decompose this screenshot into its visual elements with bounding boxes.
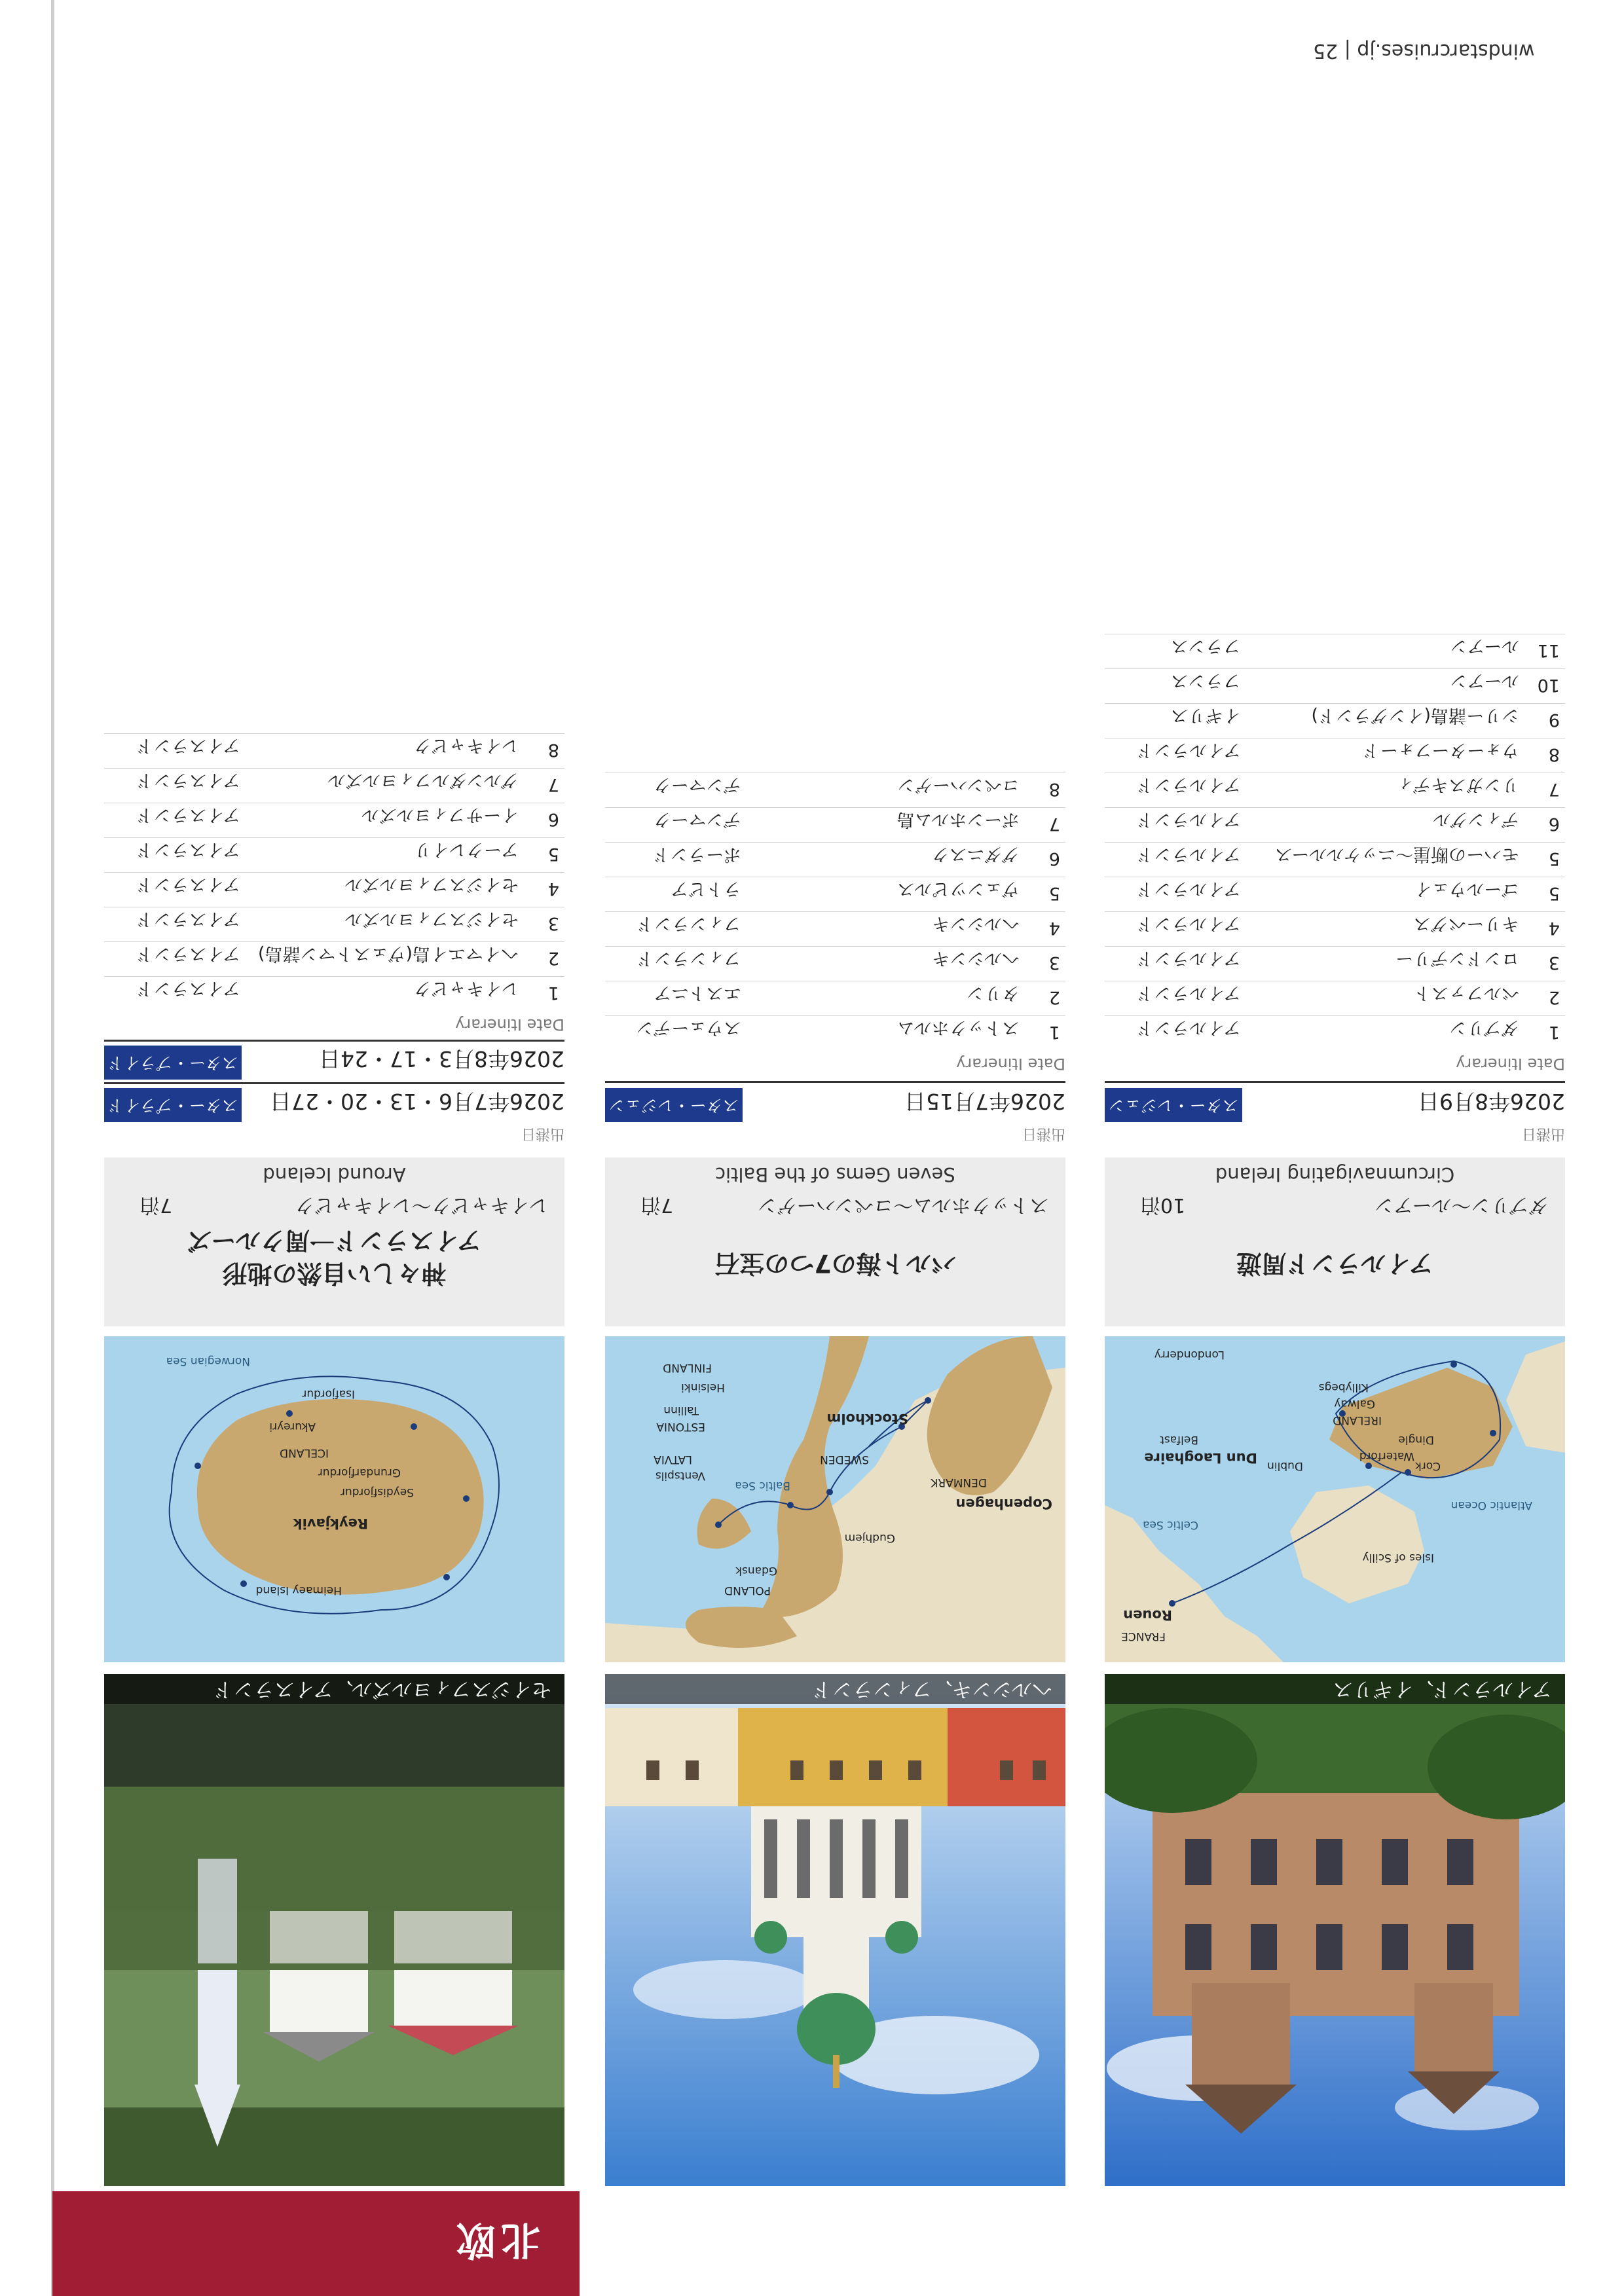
itinerary-country: ラトビア bbox=[671, 879, 741, 899]
itinerary-country: アイルランド bbox=[1136, 983, 1241, 1003]
itinerary-port: リンガスキディ bbox=[1397, 774, 1519, 795]
itinerary-row bbox=[104, 941, 564, 976]
map-label-rouen: Rouen bbox=[1123, 1607, 1172, 1623]
itinerary-country: アイルランド bbox=[1136, 1017, 1241, 1038]
itinerary-row bbox=[1105, 668, 1565, 703]
map-label-copenhagen: Copenhagen bbox=[955, 1496, 1052, 1512]
itinerary-row bbox=[1105, 807, 1565, 842]
tour-nights: 7泊 bbox=[641, 1194, 674, 1216]
itinerary-country: アイルランド bbox=[1136, 740, 1241, 760]
itinerary-row bbox=[104, 907, 564, 941]
itinerary-port: タリン bbox=[967, 983, 1020, 1003]
tour-route: ストックホルム〜コペンハーゲン bbox=[757, 1194, 1049, 1216]
itinerary-port: セイジスフィヨルズル bbox=[344, 874, 519, 894]
itinerary-header: Date Itinerary bbox=[1456, 1055, 1565, 1073]
itinerary-port: セイジスフィヨルズル bbox=[344, 909, 519, 929]
itinerary-row bbox=[605, 946, 1065, 981]
section-rule bbox=[1105, 1081, 1565, 1083]
itinerary-day: 3 bbox=[547, 913, 559, 934]
tour-route: レイキャビク〜レイキャビク bbox=[295, 1194, 548, 1216]
section-rule bbox=[104, 1082, 564, 1084]
tour-title-box bbox=[1105, 1157, 1565, 1326]
itinerary-day: 6 bbox=[547, 809, 559, 829]
departure-date: 2026年7月6・13・20・27日 bbox=[270, 1089, 564, 1114]
itinerary-day: 7 bbox=[547, 774, 559, 795]
itinerary-day: 9 bbox=[1548, 710, 1560, 730]
map-label-waterford: Waterford bbox=[1359, 1449, 1414, 1463]
itinerary-country: アイルランド bbox=[1136, 809, 1241, 829]
itinerary-port: ダブリン bbox=[1449, 1017, 1519, 1038]
seydisfjordur-photo-illustration bbox=[104, 1674, 564, 2186]
page-edge-line bbox=[51, 0, 54, 2296]
map-label-akureyri: Akureyri bbox=[269, 1420, 316, 1433]
tour-title-box bbox=[104, 1157, 564, 1326]
itinerary-day: 4 bbox=[1048, 918, 1060, 938]
itinerary-country: フィンランド bbox=[637, 913, 741, 934]
departure-row bbox=[104, 1040, 564, 1080]
iceland-map-graphic bbox=[104, 1336, 564, 1662]
itinerary-country: イギリス bbox=[1170, 705, 1241, 725]
itinerary-day: 3 bbox=[1048, 953, 1060, 973]
itinerary-day: 1 bbox=[547, 983, 559, 1003]
itinerary-port: モハーの断崖〜ニッケルルース bbox=[1274, 844, 1519, 864]
map-label-dingle: Dingle bbox=[1398, 1433, 1434, 1446]
map-label-isles-of-scilly: Isles of Scilly bbox=[1362, 1551, 1434, 1564]
itinerary-row bbox=[104, 803, 564, 837]
itinerary-day: 5 bbox=[547, 844, 559, 864]
itinerary-country: スウェーデン bbox=[636, 1017, 741, 1038]
map-label-baltic-sea: Baltic Sea bbox=[735, 1479, 790, 1492]
map-label-reykjavik: Reykjavik bbox=[293, 1516, 368, 1531]
section-rule bbox=[104, 1040, 564, 1042]
itinerary-day: 4 bbox=[1548, 918, 1560, 938]
tour-title: バルト海の7つの宝石 bbox=[714, 1249, 956, 1278]
itinerary-country: アイルランド bbox=[1136, 879, 1241, 899]
tour-nights: 10泊 bbox=[1141, 1194, 1186, 1216]
itinerary-port: アークレイリ bbox=[414, 839, 519, 860]
itinerary-port: ヘイマエイ島(ヴェストマン諸島) bbox=[258, 943, 519, 964]
map-label-heimaey: Heimaey Island bbox=[255, 1584, 342, 1597]
tour-subtitle: Circumnavigating Ireland bbox=[1215, 1163, 1455, 1186]
map-label-dublin: Dublin bbox=[1267, 1459, 1303, 1472]
tour-title: アイルランド周遊 bbox=[1236, 1249, 1433, 1278]
itinerary-day: 6 bbox=[1548, 814, 1560, 834]
itinerary-country: アイスランド bbox=[136, 805, 240, 825]
itinerary-port: グダニスク bbox=[931, 844, 1020, 864]
itinerary-header: Date Itinerary bbox=[455, 1015, 564, 1034]
itinerary-day: 2 bbox=[1548, 987, 1560, 1008]
map-label-dun-laoghaire: Dun Laoghaire bbox=[1144, 1450, 1257, 1466]
map-label-atlantic: Atlantic Ocean bbox=[1450, 1499, 1532, 1512]
itinerary-country: アイスランド bbox=[136, 735, 240, 756]
itinerary-row bbox=[1105, 703, 1565, 738]
section-title: 北欧 bbox=[451, 2217, 540, 2263]
itinerary-day: 8 bbox=[1548, 744, 1560, 765]
itinerary-country: デンマーク bbox=[653, 774, 741, 795]
itinerary-country: フィンランド bbox=[637, 948, 741, 968]
itinerary-port: ボーンホルム島 bbox=[896, 809, 1020, 829]
itinerary-country: エストニア bbox=[654, 983, 741, 1003]
photo-caption: アイルランド、イギリス bbox=[1105, 1674, 1565, 1704]
itinerary-port: ロンドンデリー bbox=[1395, 948, 1519, 968]
itinerary-day: 1 bbox=[1548, 1022, 1560, 1042]
itinerary-country: アイスランド bbox=[136, 978, 240, 998]
map-label-celtic-sea: Celtic Sea bbox=[1143, 1518, 1198, 1531]
castle-photo-illustration bbox=[1105, 1674, 1565, 2186]
map-label-londonderry: Londonderry bbox=[1154, 1348, 1225, 1361]
itinerary-port: ルーアン bbox=[1450, 670, 1519, 691]
departure-label: 出港日 bbox=[1022, 1125, 1065, 1142]
itinerary-day: 4 bbox=[547, 879, 559, 899]
itinerary-port: レイキャビク bbox=[413, 735, 519, 756]
map-label-isafjordur: Isafjordur bbox=[302, 1387, 355, 1400]
itinerary-day: 8 bbox=[547, 740, 559, 760]
map-label-france: FRANCE bbox=[1121, 1630, 1166, 1643]
section-header-bar bbox=[52, 2191, 580, 2296]
departure-date: 2026年8月9日 bbox=[1418, 1089, 1565, 1114]
map-label-seydisfjordur: Seydisfjordur bbox=[340, 1485, 414, 1499]
itinerary-port: ディングル bbox=[1433, 809, 1519, 829]
itinerary-day: 2 bbox=[1048, 987, 1060, 1008]
ship-badge: スター・レジェンド bbox=[605, 1088, 743, 1122]
map-label-galway: Galway bbox=[1334, 1397, 1375, 1410]
map-label-iceland: ICELAND bbox=[280, 1446, 329, 1459]
tour-title-line-1: 神々しい自然の地形 bbox=[222, 1259, 447, 1288]
itinerary-row bbox=[1105, 911, 1565, 946]
departure-label: 出港日 bbox=[1521, 1125, 1565, 1142]
itinerary-port: ゴールウェイ bbox=[1414, 879, 1519, 899]
itinerary-row bbox=[104, 768, 564, 803]
tour-subtitle: Around Iceland bbox=[263, 1163, 406, 1186]
tour-title-line-2: アイスランド一周クルーズ bbox=[187, 1226, 482, 1255]
page-footer: windstarcruises.jp | 25 bbox=[1313, 39, 1535, 62]
itinerary-country: アイルランド bbox=[1136, 913, 1241, 934]
map-label-grundarfjordur: Grundarfjordur bbox=[318, 1466, 401, 1479]
photo-caption: セイジスフィヨルズル、アイスランド bbox=[104, 1674, 564, 1704]
itinerary-port: ヘルシンキ bbox=[932, 948, 1020, 968]
itinerary-country: アイルランド bbox=[1136, 774, 1241, 795]
route-map-baltic bbox=[605, 1336, 1065, 1662]
photo-caption: ヘルシンキ、フィンランド bbox=[605, 1674, 1065, 1704]
itinerary-port: キリーベグス bbox=[1413, 913, 1519, 934]
itinerary-day: 10 bbox=[1537, 675, 1560, 695]
itinerary-port: イーサフィヨルズル bbox=[361, 805, 519, 825]
map-label-belfast: Belfast bbox=[1160, 1433, 1198, 1446]
itinerary-port: シリー諸島(イングランド) bbox=[1311, 705, 1519, 725]
itinerary-row bbox=[605, 773, 1065, 807]
map-label-estonia: ESTONIA bbox=[656, 1420, 705, 1433]
route-map-ireland bbox=[1105, 1336, 1565, 1662]
itinerary-row bbox=[1105, 877, 1565, 911]
itinerary-day: 3 bbox=[1548, 953, 1560, 973]
section-rule bbox=[605, 1081, 1065, 1083]
itinerary-port: ヘルシンキ bbox=[932, 913, 1020, 934]
helsinki-photo-illustration bbox=[605, 1674, 1065, 2186]
itinerary-day: 2 bbox=[547, 948, 559, 968]
itinerary-row bbox=[1105, 842, 1565, 877]
itinerary-day: 7 bbox=[1048, 814, 1060, 834]
itinerary-port: グルンダルフィヨルズル bbox=[327, 770, 519, 790]
ship-badge: スター・プライド bbox=[104, 1088, 242, 1122]
itinerary-port: レイキャビク bbox=[413, 978, 519, 998]
itinerary-country: フランス bbox=[1170, 636, 1241, 656]
itinerary-row bbox=[104, 976, 564, 1011]
itinerary-row bbox=[605, 1015, 1065, 1050]
itinerary-row bbox=[1105, 1015, 1565, 1050]
itinerary-row bbox=[104, 872, 564, 907]
itinerary-row bbox=[104, 733, 564, 768]
map-label-ireland: IRELAND bbox=[1333, 1413, 1382, 1427]
tour-route: ダブリン〜ルーアン bbox=[1374, 1194, 1549, 1216]
itinerary-row bbox=[605, 842, 1065, 877]
itinerary-row bbox=[1105, 773, 1565, 807]
map-label-sweden: SWEDEN bbox=[820, 1453, 869, 1466]
photo-seydisfjordur bbox=[104, 1674, 564, 2186]
itinerary-day: 5 bbox=[1548, 848, 1560, 869]
itinerary-row bbox=[1105, 634, 1565, 668]
itinerary-row bbox=[605, 807, 1065, 842]
departure-row bbox=[104, 1083, 564, 1122]
tour-title-box bbox=[605, 1157, 1065, 1326]
itinerary-country: アイスランド bbox=[136, 770, 240, 790]
itinerary-country: アイスランド bbox=[136, 909, 240, 929]
tour-nights: 7泊 bbox=[140, 1194, 173, 1216]
itinerary-day: 11 bbox=[1537, 640, 1560, 661]
itinerary-row bbox=[605, 877, 1065, 911]
map-label-norwegian-sea: Norwegian Sea bbox=[166, 1355, 250, 1368]
map-label-stockholm: Stockholm bbox=[826, 1411, 908, 1427]
itinerary-row bbox=[104, 837, 564, 872]
itinerary-day: 7 bbox=[1548, 779, 1560, 799]
itinerary-country: フランス bbox=[1170, 670, 1241, 691]
ship-badge: スター・プライド bbox=[104, 1046, 242, 1080]
itinerary-row bbox=[1105, 738, 1565, 773]
itinerary-country: ポーランド bbox=[653, 844, 741, 864]
map-label-ventspils: Ventspils bbox=[655, 1469, 705, 1482]
itinerary-day: 8 bbox=[1048, 779, 1060, 799]
map-label-killybegs: Killybegs bbox=[1318, 1381, 1369, 1394]
itinerary-day: 5 bbox=[1048, 883, 1060, 903]
itinerary-country: アイルランド bbox=[1136, 844, 1241, 864]
itinerary-port: ウォーターフォード bbox=[1362, 740, 1519, 760]
departure-label: 出港日 bbox=[521, 1125, 564, 1142]
itinerary-country: アイルランド bbox=[1136, 948, 1241, 968]
itinerary-day: 5 bbox=[1548, 883, 1560, 903]
map-label-gudhjem: Gudhjem bbox=[844, 1531, 895, 1544]
itinerary-day: 1 bbox=[1048, 1022, 1060, 1042]
itinerary-country: アイスランド bbox=[136, 874, 240, 894]
map-label-denmark: DENMARK bbox=[931, 1476, 987, 1489]
photo-castle bbox=[1105, 1674, 1565, 2186]
itinerary-day: 6 bbox=[1048, 848, 1060, 869]
map-label-cork: Cork bbox=[1414, 1459, 1441, 1472]
route-map-iceland bbox=[104, 1336, 564, 1662]
itinerary-country: デンマーク bbox=[653, 809, 741, 829]
itinerary-row bbox=[1105, 981, 1565, 1015]
itinerary-port: ストックホルム bbox=[896, 1017, 1020, 1038]
itinerary-header: Date Itinerary bbox=[956, 1055, 1065, 1073]
itinerary-port: ルーアン bbox=[1450, 636, 1519, 656]
map-label-latvia: LATVIA bbox=[654, 1453, 692, 1466]
ship-badge: スター・レジェンド bbox=[1105, 1088, 1242, 1122]
itinerary-row bbox=[1105, 946, 1565, 981]
map-label-tallinn: Tallinn bbox=[663, 1404, 699, 1417]
itinerary-row bbox=[605, 911, 1065, 946]
itinerary-port: ベルファスト bbox=[1413, 983, 1519, 1003]
map-label-gdansk: Gdansk bbox=[735, 1564, 777, 1577]
map-label-poland: POLAND bbox=[724, 1584, 771, 1597]
itinerary-row bbox=[605, 981, 1065, 1015]
departure-date: 2026年8月3・17・24日 bbox=[319, 1046, 564, 1072]
map-label-helsinki: Helsinki bbox=[681, 1381, 725, 1394]
departure-date: 2026年7月15日 bbox=[904, 1089, 1065, 1114]
photo-helsinki bbox=[605, 1674, 1065, 2186]
map-label-finland: FINLAND bbox=[663, 1361, 712, 1374]
itinerary-country: アイスランド bbox=[136, 839, 240, 860]
tour-subtitle: Seven Gems of the Baltic bbox=[715, 1163, 955, 1186]
itinerary-port: ヴェンツピルス bbox=[896, 879, 1020, 899]
itinerary-country: アイスランド bbox=[136, 943, 240, 964]
itinerary-port: コペンハーゲン bbox=[897, 774, 1020, 795]
